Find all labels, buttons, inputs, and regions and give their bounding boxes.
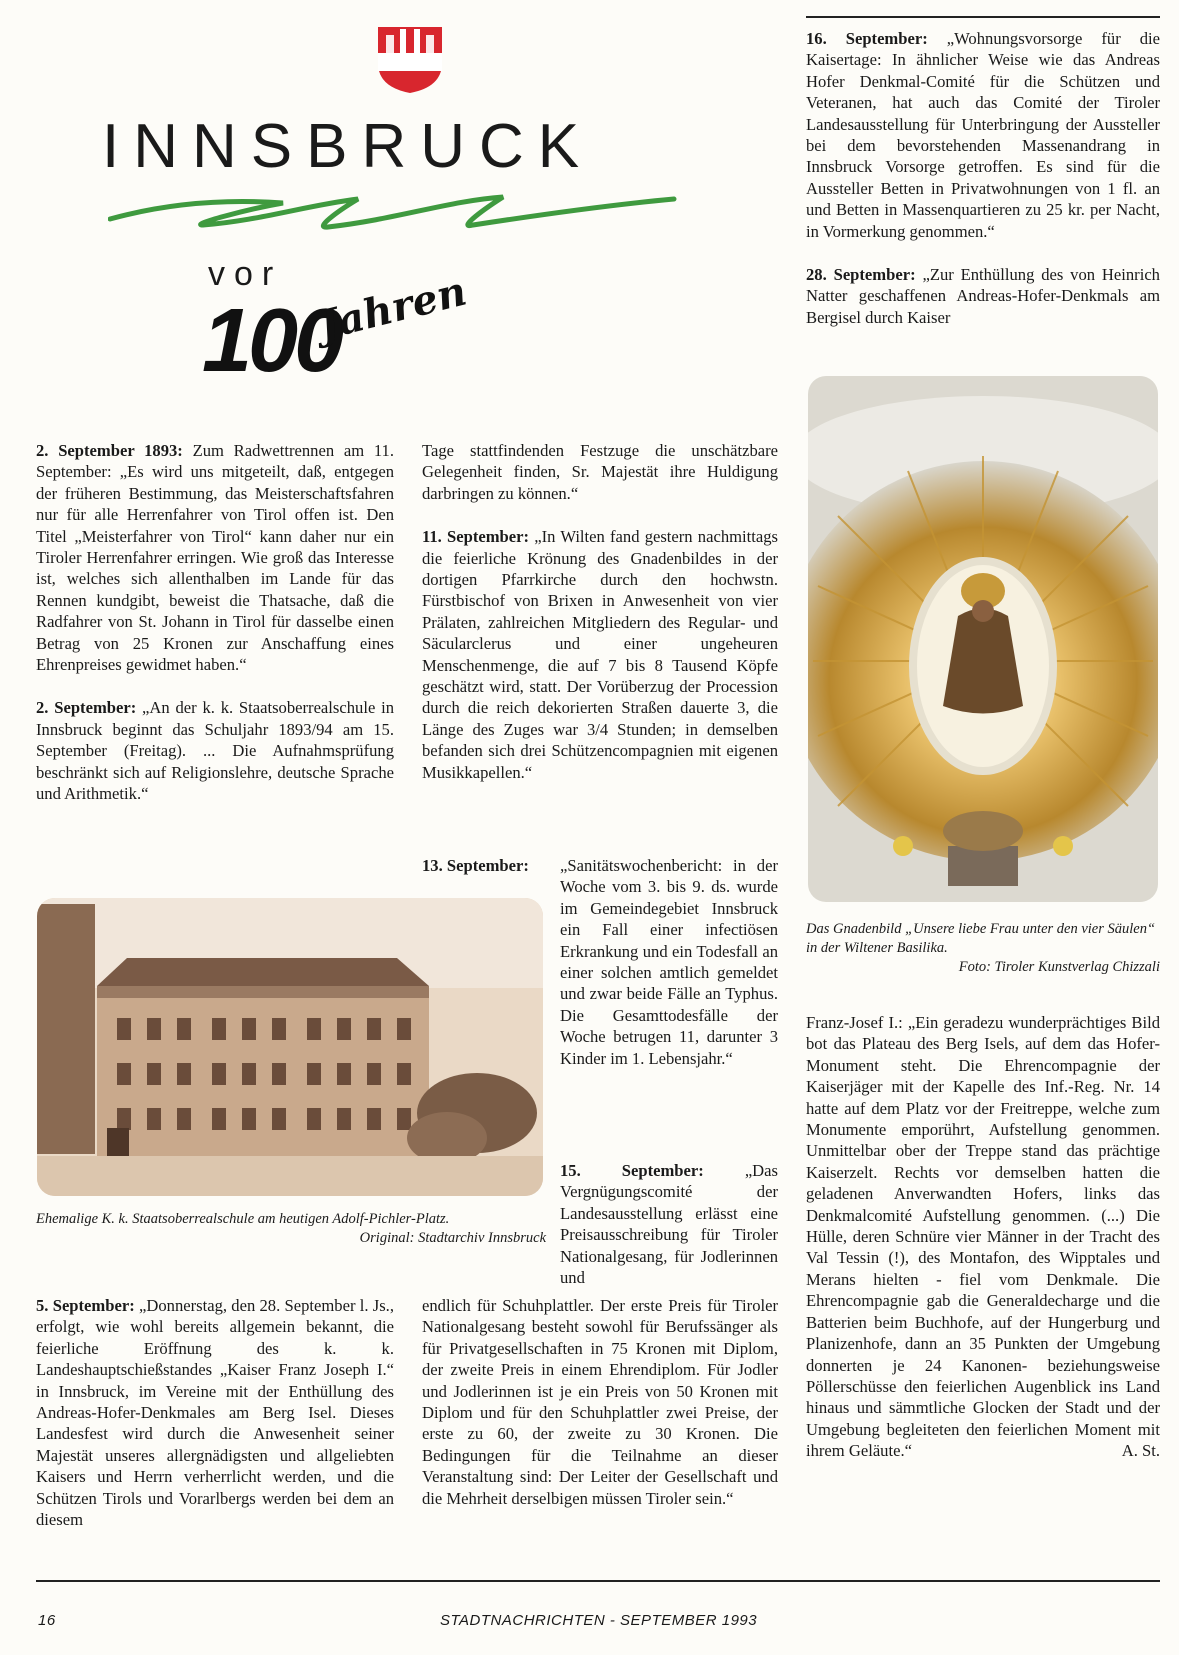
date-heading: 15. September: [560, 1161, 704, 1180]
article-16-september [806, 28, 1160, 242]
article-text: „Das Vergnügungscomité der Landesausstellung erlässt eine Preisausschreibung für Tiroler Nationalgesang, für Jodlerinnen und [560, 1161, 778, 1288]
date-heading: 28. September: [806, 265, 916, 285]
masthead-vor: vor [208, 255, 283, 293]
date-heading: 5. September: [36, 1296, 135, 1315]
article-2-september [36, 697, 394, 804]
gnadenbild-image [808, 376, 1158, 902]
masthead-jahren: Jahren [314, 267, 471, 350]
author-signature: A. St. [1121, 1441, 1160, 1461]
article-text: „Sanitätswochenbericht: in der Woche vom 3. bis 9. ds. wurde im Gemeindegebiet Innsbruck ein Fall einer infectiösen Erkrankung und ein Todesfall an einer solchen amtlich gemeldet und zwar beide Fälle an Typhus. Die Gesamttodesfälle der Woche betrugen 11, darunter 3 Kinder im 1. Lebensjahr.“ [560, 856, 778, 1068]
school-photo [37, 898, 543, 1196]
article-text: Zum Radwettrennen am 11. September: „Es wird uns mitgeteilt, daß, entgegen der früheren Bestimmung, das Meisterschaftsfahren nur für alle Herrenfahrer von Tirol offen ist. Den Titel „Meisterfahrer von Tirol“ kann daher nur ein Tiroler Herrenfahrer erringen. Wie groß das Interesse ist, welches sich allenthalben im Lande für das Rennen kundgibt, beweist die Thatsache, daß die Radfahrer von St. Johann in Tirol für dasselbe einen Betrag von 25 Kronen zur Anschaffung eines Ehrenpreises gewidmet haben.“ [36, 441, 394, 675]
page-number: 16 [38, 1612, 56, 1629]
article-13-september [560, 855, 778, 1069]
madonna-photo-caption [806, 920, 1160, 977]
date-heading: 11. September: [422, 527, 530, 547]
article-continued [422, 440, 778, 504]
caption-credit: Original: Stadtarchiv Innsbruck [359, 1230, 546, 1246]
caption-credit: Foto: Tiroler Kunstverlag Chizzali [958, 959, 1160, 975]
masthead-title: INNSBRUCK [102, 112, 594, 181]
article-text: „An der k. k. Staatsoberrealschule in Innsbruck beginnt das Schuljahr 1893/94 am 15. September (Freitag). ... Die Aufnahmsprüfung beschränkt sich auf Religionslehre, deutsche Sprache und Arithmetik.“ [36, 698, 394, 804]
column-2-top [422, 440, 778, 805]
column-1-bottom [36, 1295, 394, 1530]
school-building-image [37, 898, 543, 1196]
footer-rule [36, 1580, 1160, 1582]
date-heading: 2. September 1893: [36, 441, 183, 460]
article-text: endlich für Schuhplattler. Der erste Preis für Tiroler Nationalgesang besteht sowohl für Berufssänger als für Privatgesellschaften in 75 Kronen mit Diplom, der zweite Preis in einem Ehrendiplom. Für Jodler und Jodlerinnen ist je ein Preis von 50 Kronen mit Diplom und für den Schuhplattler zwei Preise, der erste zu 60, der zweite zu 30 Kronen. Die Bedingungen für die Teilnahme an dieser Veranstaltung sind: Der Leiter der Gesellschaft und die Mehrheit derselbigen müssen Tiroler sein.“ [422, 1296, 778, 1508]
column-3-bottom [806, 1012, 1160, 1462]
column-3-top [806, 28, 1160, 350]
date-heading: 16. September: [806, 29, 928, 48]
article-text: „Zur Enthüllung des von Heinrich Natter geschaffenen Andreas-Hofer-Denkmals am Bergisel durch Kaiser [806, 265, 1160, 327]
coat-of-arms-icon [374, 23, 446, 95]
school-photo-caption [36, 1210, 546, 1248]
date-heading: 2. September: [36, 698, 137, 718]
masthead-hundred: 100 [202, 291, 341, 391]
article-text: „In Wilten fand gestern nachmittags die feierliche Krönung des Gnadenbildes in der dortigen Pfarrkirche durch den hochwstn. Fürstbischof von Brixen in Anwesenheit von vier Prälaten, zahlreichen Mitgliedern des Regular- und Säcularclerus und einer ungeheuren Menschenmenge, die auf 7 bis 8 Tausend Köpfe geschätzt wird, statt. Der Vorüberzug der Procession durch die reich dekorierten Straßen dauerte 3, die Länge des Zuges war 3/4 Stunden; in demselben befanden sich drei Schützencompagnien mit eigenen Musikkapellen.“ [422, 527, 778, 782]
date-heading: 13. September: [422, 856, 529, 875]
article-5-september [36, 1295, 394, 1530]
article-28-september [806, 264, 1160, 328]
article-11-september [422, 526, 778, 783]
green-wave-icon [108, 185, 678, 245]
madonna-photo [808, 376, 1158, 902]
article-13-september-heading [422, 855, 562, 876]
article-2-september-1893 [36, 440, 394, 675]
masthead [90, 15, 710, 410]
column-1-top [36, 440, 394, 827]
article-text: Tage stattfindenden Festzuge die unschätzbare Gelegenheit finden, Sr. Majestät ihre Huldigung darbringen zu können.“ [422, 441, 778, 503]
top-rule [806, 16, 1160, 18]
article-text: „Donnerstag, den 28. September l. Js., erfolgt, wie wohl bereits allgemein bekannt, die feierliche Eröffnung des k. k. Landeshauptschießstandes „Kaiser Franz Joseph I.“ in Innsbruck, im Vereine mit der Enthüllung des Andreas-Hofer-Denkmales am Berg Isel. Dieses Landesfest wird durch die Anwesenheit seiner Majestät unseres allergnädigsten und allgeliebten Kaisers und Herrn verherrlicht werden, und die Schützen Tirols und Vorarlbergs werden bei dem an diesem [36, 1296, 394, 1530]
column-2-bottom [422, 1295, 778, 1509]
caption-text: Ehemalige K. k. Staatsoberrealschule am heutigen Adolf-Pichler-Platz. [36, 1211, 450, 1227]
article-text: Franz-Josef I.: „Ein geradezu wunderprächtiges Bild bot das Plateau des Berg Isels, auf dem das Hofer-Monument steht. Die Ehrencompagnie der Kaiserjäger mit der Kapelle des Inf.-Reg. Nr. 14 hatte auf dem Platz vor der Freitreppe, welche zum Monumente emporührt, Aufstellung genommen. Unmittelbar ober der Treppe stand das prächtige Kaiserzelt. Rechts vor demselben hatten die geladenen Anverwandten Hofers, links das Denkmalcomité Aufstellung genommen. (...) Die Hülle, deren Schnüre vier Männer in der Tracht des Val Tessin (!), des Montafon, des Wipptales und Merans hielten - fiel vom Denkmale. Die Ehrencompagnie gab die Generaldecharge und die Batterien beim Buchhofe, auf der Hungerburg und Planizenhofe, dann an 35 Punkten der Umgebung donnerten je 24 Kanonen- beziehungsweise Pöllerschüsse den feierlichen Augenblick ins Land hinaus und sämmtliche Glocken der Stadt und der Umgebung begleiteten den feierlichen Moment mit ihrem Geläute.“ [806, 1013, 1160, 1461]
publication-footer: STADTNACHRICHTEN - SEPTEMBER 1993 [440, 1612, 758, 1629]
article-15-september [560, 1160, 778, 1288]
caption-text: Das Gnadenbild „Unsere liebe Frau unter den vier Säulen“ in der Wiltener Basilika. [806, 921, 1156, 956]
article-text: „Wohnungsvorsorge für die Kaisertage: In ähnlicher Weise wie das Andreas Hofer Denkmal-Comité für die Schützen und Veteranen, hat auch das Comité der Tiroler Landesausstellung für Unterbringung der Aussteller bei dem bevorstehenden Massenandrang in Innsbruck Vorsorge getroffen. Es sind für die Aussteller Betten in Privatwohnungen von 1 fl. an und Betten in Massenquartieren zu 25 kr. per Nacht, in Vormerkung genommen.“ [806, 29, 1160, 241]
